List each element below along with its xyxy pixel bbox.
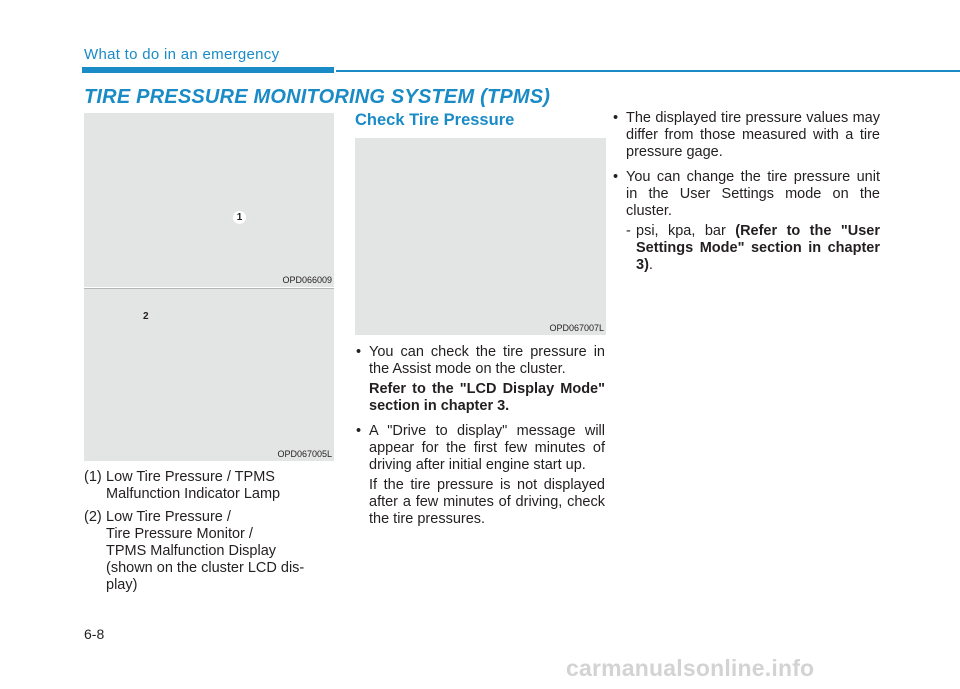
- caption-line: Tire Pressure Monitor /: [106, 526, 253, 542]
- watermark: carmanualsonline.info: [566, 655, 815, 681]
- figure-code: OPD067007L: [549, 323, 604, 333]
- bullet-dot: •: [356, 344, 362, 360]
- page-number: 6-8: [84, 626, 105, 642]
- caption-line: (shown on the cluster LCD dis-: [106, 560, 305, 576]
- bullet-dot: •: [356, 423, 362, 439]
- bullet-dot: •: [613, 110, 619, 126]
- bullet-item: [612, 110, 880, 161]
- figure-cluster-display: [84, 289, 334, 461]
- bullet-note: If the tire pressure is not displayed after a few minutes of driving, check the tire pressures.: [369, 477, 605, 527]
- bullet-item: [355, 423, 605, 528]
- caption-line: Low Tire Pressure / TPMS: [106, 469, 275, 485]
- page-title: TIRE PRESSURE MONITORING SYSTEM (TPMS): [84, 86, 551, 108]
- sub-item: [626, 223, 880, 274]
- caption-line: Malfunction Indicator Lamp: [106, 486, 281, 502]
- caption-line: Low Tire Pressure /: [106, 509, 231, 525]
- header-accent-bar: [82, 67, 334, 73]
- bullet-dot: •: [613, 169, 619, 185]
- sub-dash: -: [626, 223, 631, 239]
- bullet-item: [355, 344, 605, 415]
- figure-captions: [84, 469, 334, 600]
- bullet-text: The displayed tire pressure values may differ from those measured with a tire pressure gage.: [626, 110, 880, 160]
- caption-item: [84, 509, 334, 594]
- bullet-text: You can change the tire pressure unit in the User Settings mode on the cluster.: [626, 169, 880, 219]
- figure-code: OPD066009: [282, 275, 332, 285]
- bullet-text: A "Drive to display" message will appear for the first few minutes of driving after initial engine start up.: [369, 423, 605, 473]
- header-rule: [336, 70, 960, 72]
- callout-2: 2: [143, 311, 149, 322]
- subsection-title: Check Tire Pressure: [355, 111, 515, 129]
- caption-item: [84, 469, 334, 503]
- bullet-text: You can check the tire pressure in the Assist mode on the cluster.: [369, 344, 605, 377]
- bullet-note: Refer to the "LCD Display Mode" section in chapter 3.: [369, 381, 605, 414]
- figure-indicator-lamp: [84, 113, 334, 287]
- figure-code: OPD067005L: [277, 449, 332, 459]
- caption-line: play): [106, 577, 138, 593]
- callout-1: 1: [233, 211, 246, 224]
- caption-number: (1): [84, 469, 102, 485]
- sub-plain: psi, kpa, bar: [636, 223, 726, 239]
- figure-assist-mode: [355, 138, 606, 335]
- sub-end: .: [648, 257, 653, 273]
- caption-number: (2): [84, 509, 102, 525]
- section-header: What to do in an emergency: [84, 46, 280, 63]
- bullet-item: [612, 169, 880, 274]
- right-bullets: [612, 110, 880, 282]
- caption-line: TPMS Malfunction Display: [106, 543, 277, 559]
- check-bullets: [355, 344, 605, 536]
- sub-bold: (Refer to the "User Settings Mode" section in chapter 3): [636, 223, 880, 273]
